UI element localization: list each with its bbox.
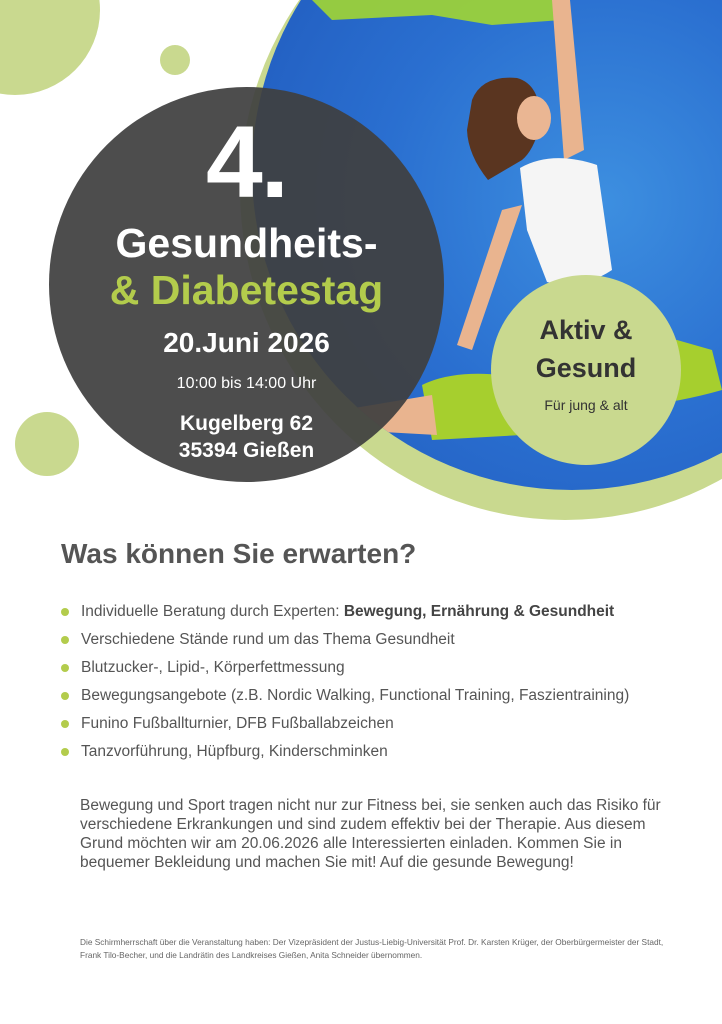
feature-text: Blutzucker-, Lipid-, Körperfettmessung [81, 659, 345, 676]
feature-text: Bewegungsangebote (z.B. Nordic Walking, Functional Training, Faszientraining) [81, 687, 630, 704]
bullet-icon [61, 692, 69, 700]
feature-item [61, 654, 701, 682]
event-date: 20.Juni 2026 [163, 327, 330, 358]
feature-list [61, 598, 701, 766]
motto-badge [491, 275, 681, 465]
badge-line2: Gesund [535, 353, 637, 383]
body-paragraph: Bewegung und Sport tragen nicht nur zur Fitness bei, sie senken auch das Risiko für verschiedene Erkrankungen und sind zudem effektiv bei der Therapie. Aus diesem Grund möchten wir am 20.06.2026 alle Interessierten einladen. Kommen Sie in bequemer Bekleidung und machen Sie mit! Auf die gesunde Bewegung! [80, 797, 661, 871]
decorative-circle-small [160, 45, 190, 75]
feature-item [61, 598, 701, 626]
event-title-line1: Gesundheits- [115, 220, 378, 266]
feature-item [61, 710, 701, 738]
event-time: 10:00 bis 14:00 Uhr [176, 375, 317, 392]
section-title: Was können Sie erwarten? [61, 538, 417, 569]
patronage-note: Die Schirmherrschaft über die Veranstaltung haben: Der Vizepräsident der Justus-Liebig-Universität Prof. Dr. Karsten Krüger, der Oberbürgermeister der Stadt, Frank Tilo-Becher, und die Landrätin des Landkreises Gießen, Anita Schneider übernommen. [80, 937, 664, 960]
event-title-line2: & Diabetestag [109, 267, 384, 313]
feature-text: Tanzvorführung, Hüpfburg, Kinderschminken [81, 743, 388, 760]
feature-highlight: Bewegung, Ernährung & Gesundheit [343, 603, 615, 620]
feature-item [61, 626, 701, 654]
bullet-icon [61, 636, 69, 644]
badge-subtitle: Für jung & alt [544, 397, 628, 413]
bullet-icon [61, 608, 69, 616]
event-info-circle [49, 87, 444, 482]
bullet-icon [61, 664, 69, 672]
event-edition-number: 4. [205, 105, 288, 219]
bullet-icon [61, 748, 69, 756]
event-address-city: 35394 Gießen [178, 439, 315, 462]
badge-line1: Aktiv & [539, 315, 633, 345]
feature-item [61, 682, 701, 710]
bullet-icon [61, 720, 69, 728]
feature-text: Funino Fußballturnier, DFB Fußballabzeichen [81, 715, 394, 732]
feature-text: Individuelle Beratung durch Experten: [81, 603, 344, 620]
feature-text: Verschiedene Stände rund um das Thema Gesundheit [81, 631, 455, 648]
decorative-circle-top-left [0, 0, 100, 95]
event-address-street: Kugelberg 62 [179, 412, 314, 435]
feature-item [61, 738, 701, 766]
